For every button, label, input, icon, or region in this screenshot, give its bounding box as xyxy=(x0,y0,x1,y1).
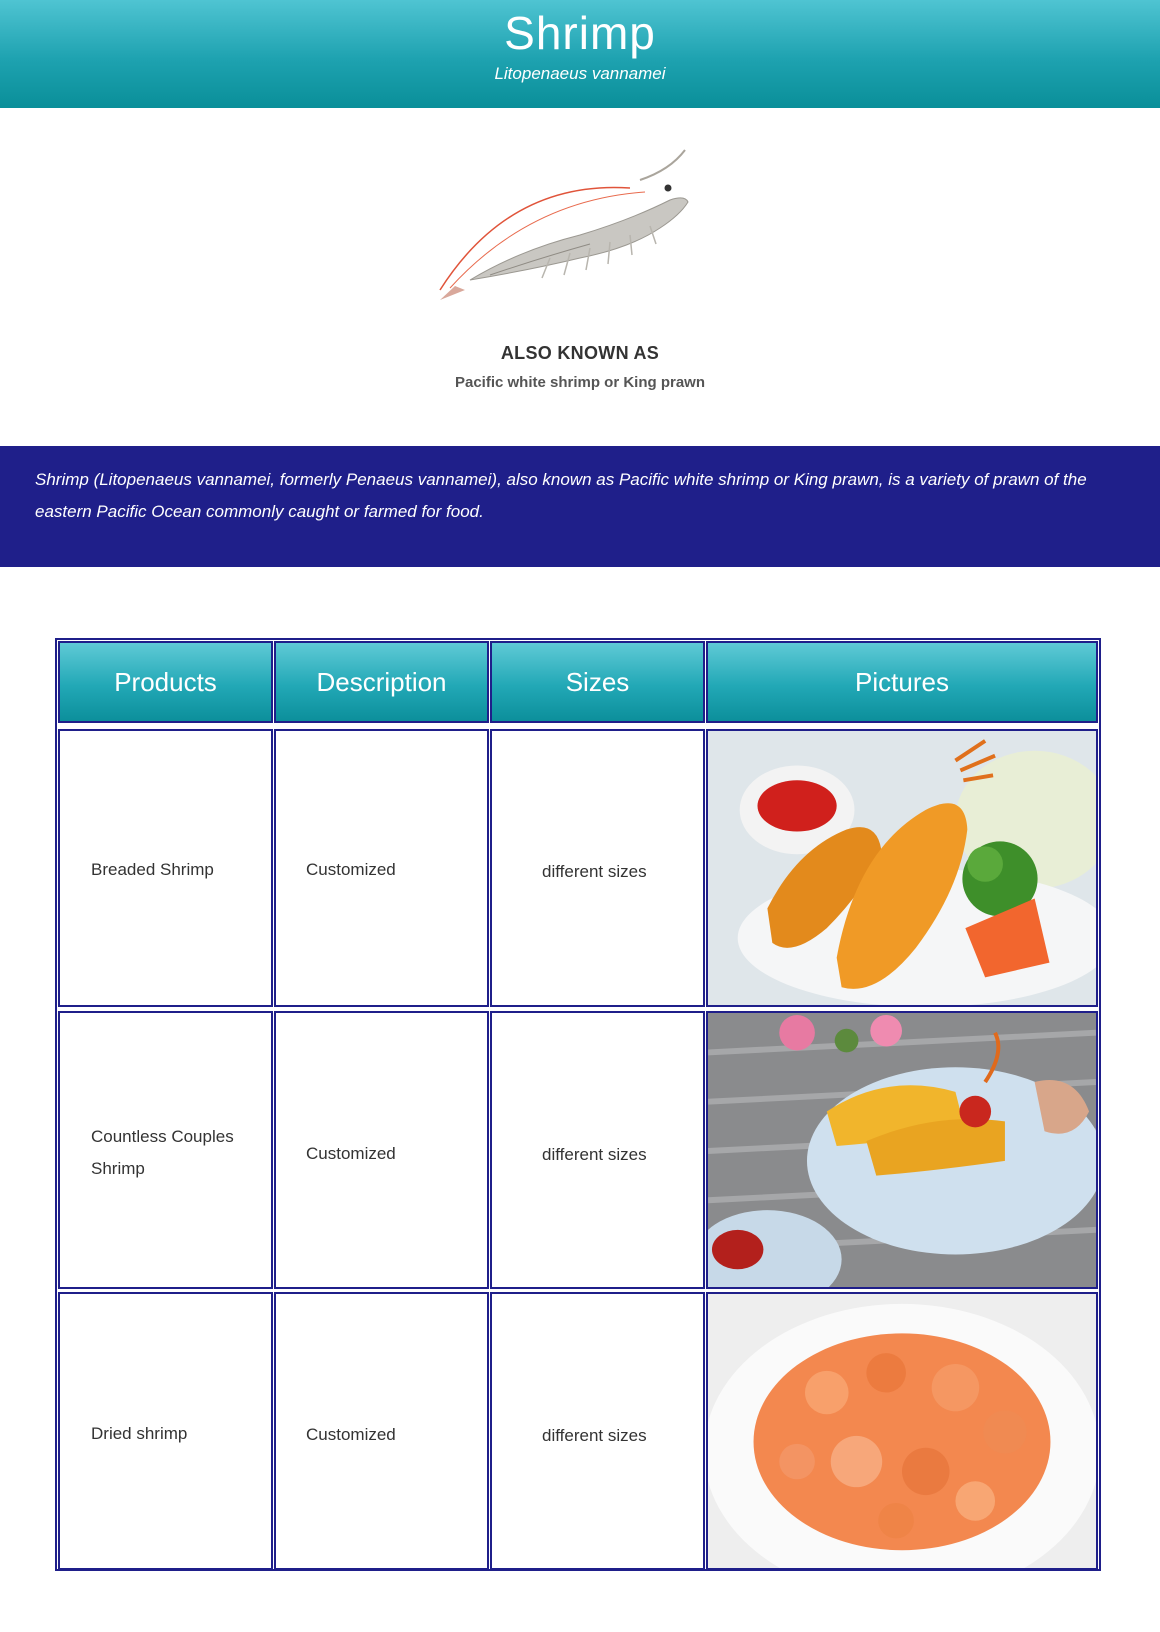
product-sizes: different sizes xyxy=(542,1145,647,1164)
shrimp-illustration xyxy=(430,140,730,315)
product-description: Customized xyxy=(306,1144,396,1163)
header-pictures: Pictures xyxy=(706,641,1098,723)
product-name: Countless Couples Shrimp xyxy=(91,1127,234,1178)
product-name: Breaded Shrimp xyxy=(91,860,214,879)
table-cell xyxy=(490,729,705,1007)
header-sizes: Sizes xyxy=(490,641,705,723)
header-description: Description xyxy=(274,641,489,723)
table-cell xyxy=(274,729,489,1007)
table-cell xyxy=(490,1011,705,1289)
product-sizes: different sizes xyxy=(542,862,647,881)
page-title: Shrimp xyxy=(504,7,656,59)
product-description: Customized xyxy=(306,860,396,879)
intro-text: Shrimp (Litopenaeus vannamei, formerly Penaeus vannamei), also known as Pacific white shrimp or King prawn, is a variety of prawn of the eastern Pacific Ocean commonly caught or farmed for food. xyxy=(35,470,1087,521)
page-header xyxy=(0,0,1160,108)
product-description: Customized xyxy=(306,1425,396,1444)
aka-value: Pacific white shrimp or King prawn xyxy=(454,374,706,391)
aka-label: ALSO KNOWN AS xyxy=(500,343,660,363)
product-sizes: different sizes xyxy=(542,1426,647,1445)
table-cell xyxy=(490,1292,705,1570)
header-products: Products xyxy=(58,641,273,723)
table-cell xyxy=(274,1292,489,1570)
product-name: Dried shrimp xyxy=(91,1424,188,1443)
table-cell xyxy=(274,1011,489,1289)
table-row xyxy=(58,729,273,1007)
dried-shrimp-photo xyxy=(706,1292,1098,1570)
countless-couples-shrimp-photo xyxy=(706,1011,1098,1289)
intro-band xyxy=(0,446,1160,567)
table-row xyxy=(58,1011,273,1289)
breaded-shrimp-photo xyxy=(706,729,1098,1007)
table-row xyxy=(58,1292,273,1570)
scientific-name: Litopenaeus vannamei xyxy=(494,64,666,83)
